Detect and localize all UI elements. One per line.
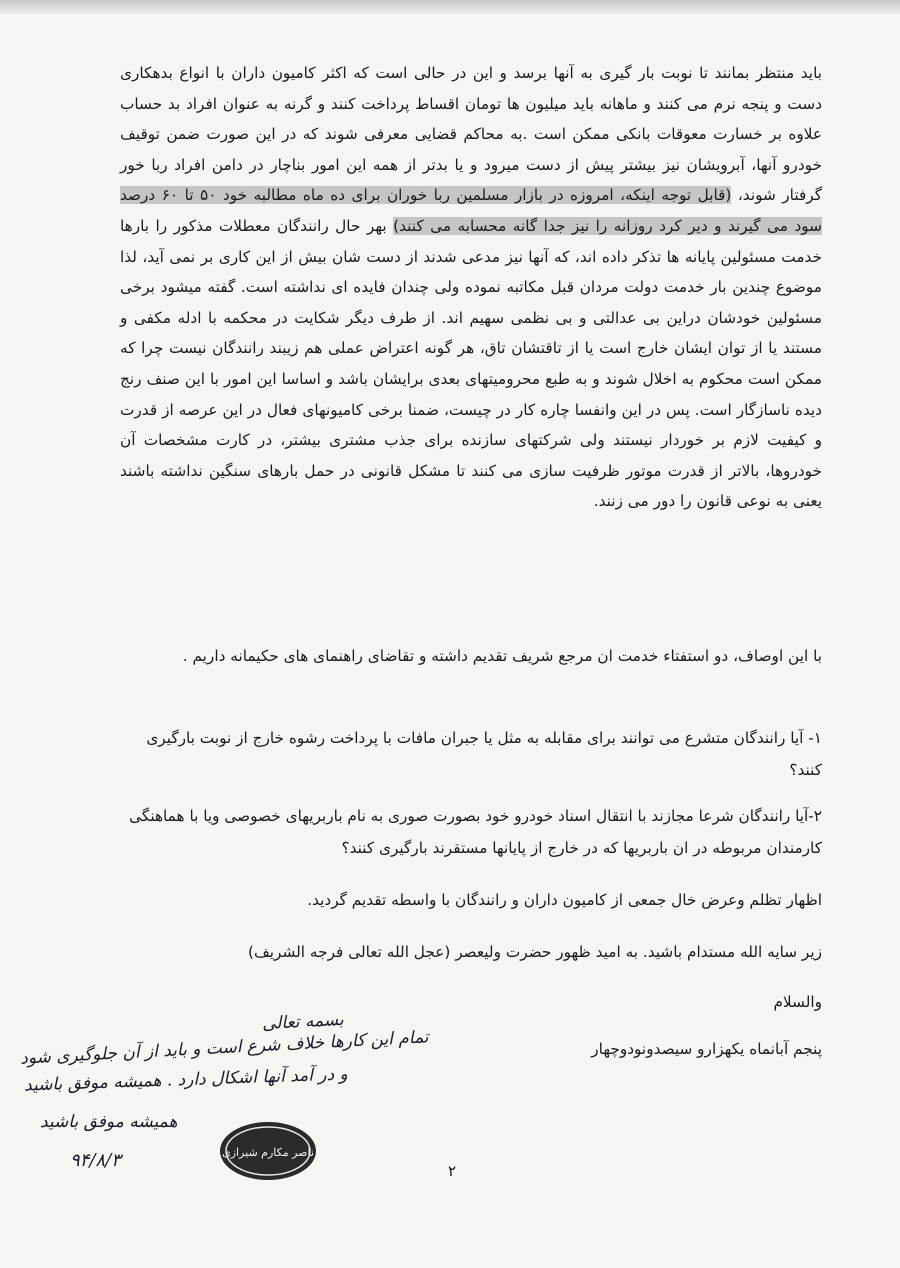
salutation: والسلام (773, 993, 822, 1011)
page-number: ۲ (448, 1162, 457, 1180)
letter-date: پنجم آبانماه یکهزارو سیصدونودوچهار (591, 1040, 822, 1058)
question-2: ۲-آیا رانندگان شرعا مجازند با انتقال اسناد خودرو خود بصورت صوری به نام باربریهای خصوصی ویا با هماهنگی کارمندان مربوطه در ان باربریها که در خارج از پایانها مستقرند بارگیری کنند؟ (129, 807, 822, 857)
main-paragraph-part2: بهر حال رانندگان معطلات مذکور را بارها خدمت مسئولین پایانه ها تذکر داده اند، که آنها نیز مدعی شدند از دست شان بیش از این کاری بر نمی آید، لذا موضوع چندین بار خدمت دولت مردان قبل مکاتبه نموده ولی چندان فایده ای نداشته است. گفته میشود برخی مسئولین خودشان دراین بی عدالتی و بی نظمی سهیم اند. از طرف دیگر شکایت در محکمه با ادله مکفی و مستند یا از توان ایشان خارج است یا از تاقتشان تاق، هر گونه اعتراض عملی هم زیبند رانندگان نیست چرا که ممکن است محکوم به اخلال شوند و به طبع محرومیتهای بعدی برایشان باشد و اساسا این امور با این صنف رنج دیده ناسازگار است. پس در این وانفسا چاره کار در چیست، ضمنا برخی کامیونهای فعال در این عرصه از قدرت و کیفیت لازم بر خوردار نیستند ولی شرکتهای سازنده برای جذب مشتری بیشتر، در کارت مشخصات آن خودروها، بالاتر از قدرت موتور ظرفیت سازی می کنند تا مشکل قانونی در حمل بارهای سنگین نداشته باشند یعنی به نوعی قانون را دور می زنند. (120, 216, 822, 511)
closing-line-2: زیر سایه الله مستدام باشید. به امید ظهور حضرت ولیعصر (عجل الله تعالی فرجه الشریف) (248, 943, 822, 961)
seal-text: ناصر مکارم شیرازی (222, 1146, 314, 1159)
handwritten-line-3: همیشه موفق باشید (40, 1112, 178, 1132)
highlighted-note: (قابل توجه اینکه، امروزه در بازار مسلمین ربا خوران برای ده ماه مطالبه خود ۵۰ تا ۶۰ درصد سود می گیرند و دیر کرد روزانه را نیز جدا گانه محسابه می کنند) (120, 186, 822, 235)
handwritten-line-2: و در آمد آنها اشکال دارد . همیشه موفق باشید (23, 1064, 349, 1096)
main-paragraph-part1: باید منتظر بمانند تا نوبت بار گیری به آنها برسد و این در حالی است که اکثر کامیون داران با انواع بدهکاری دست و پنجه نرم می کنند و ماهانه باید میلیون ها تومان اقساط پرداخت کنند و گرنه به عنوان افراد بد حساب علاوه بر خسارت معوقات بانکی ممکن است .به محاکم قضایی معرفی شوند که در این صورت ضمن توقیف خودرو آنها، آبرویشان نیز بیشتر پیش از دست میرود و یا بدتر از همه این امور بناچار در دامن افراد ربا خور گرفتار شوند، (120, 64, 822, 205)
main-paragraph (120, 58, 822, 517)
handwritten-line-1: تمام این کارها خلاف شرع است و باید از آن جلوگیری شود (19, 1027, 430, 1069)
request-paragraph: با این اوصاف، دو استفتاء خدمت ان مرجع شریف تقدیم داشته و تقاضای راهنمای های حکیمانه داریم . (182, 647, 822, 665)
scan-edge (0, 0, 900, 14)
closing-line-1: اظهار تظلم وعرض خال جمعی از کامیون داران و رانندگان با واسطه تقدیم گردید. (307, 891, 822, 909)
question-1: ۱- آیا رانندگان متشرع می توانند برای مقابله به مثل یا جبران مافات با پرداخت رشوه خارج از نوبت بارگیری کنند؟ (146, 729, 822, 779)
handwritten-date: ۹۴/۸/۳ (70, 1150, 121, 1171)
seal-stamp (218, 1120, 318, 1182)
handwritten-title: بسمه تعالی (261, 1009, 345, 1035)
